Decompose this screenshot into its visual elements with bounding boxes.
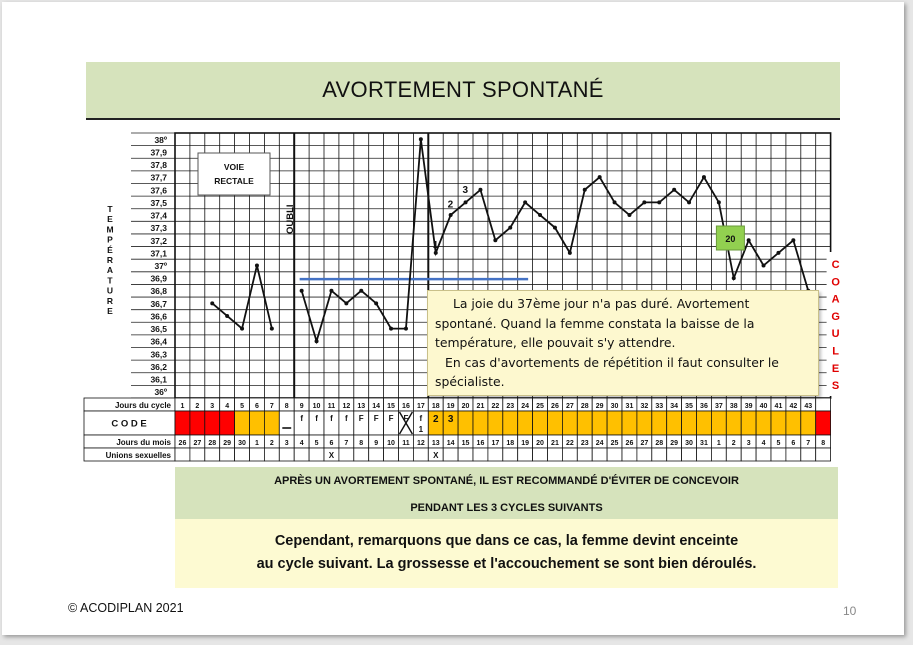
y-tick-label: 36,2 (150, 361, 167, 372)
cycle-day-label: 7 (269, 403, 274, 410)
cycle-day-label: 18 (431, 403, 440, 410)
page-number: 10 (843, 604, 857, 618)
month-day-label: 24 (595, 440, 604, 447)
note-paragraph-1: La joie du 37ème jour n'a pas duré. Avortement spontané. Quand la femme constata la baisse de la température, elle pouvait s'y attendre. (435, 296, 755, 351)
code-cell (711, 411, 726, 435)
union-cell (264, 448, 279, 461)
month-day-label: 11 (402, 440, 410, 447)
code-number: 3 (447, 414, 454, 425)
union-cell (190, 448, 205, 461)
cycle-day-cell (816, 398, 831, 411)
union-cell (369, 448, 384, 461)
temperature-point (687, 200, 691, 204)
union-cell (726, 448, 741, 461)
month-day-label: 29 (223, 440, 232, 447)
y-tick-label: 36,3 (150, 349, 167, 360)
cycle-day-label: 4 (225, 403, 230, 410)
temperature-point (568, 251, 572, 255)
month-day-label: 23 (580, 440, 589, 447)
month-day-label: 7 (806, 440, 811, 447)
code-cell (220, 411, 235, 435)
temperature-point (553, 226, 557, 230)
code-cell (175, 411, 190, 435)
temperature-axis-letter: R (106, 295, 114, 306)
union-mark: X (328, 451, 335, 460)
union-cell (354, 448, 369, 461)
month-day-label: 2 (731, 440, 736, 447)
y-tick-label: 37,7 (150, 172, 167, 183)
cycle-day-label: 9 (299, 403, 304, 410)
code-cell (741, 411, 756, 435)
month-day-label: 30 (238, 440, 246, 447)
conclusion-band (175, 519, 838, 588)
recommendation-band (175, 467, 838, 519)
temperature-axis-letter: T (107, 204, 113, 214)
code-cell (488, 411, 503, 435)
month-day-label: 29 (670, 440, 679, 447)
union-cell (741, 448, 756, 461)
temperature-point (419, 137, 423, 141)
coagules-letter: C (831, 259, 840, 271)
temperature-point (374, 301, 378, 305)
peak-day-number: 3 (462, 184, 469, 196)
month-day-label: 5 (314, 440, 319, 447)
temperature-point (210, 301, 214, 305)
code-letter: f (345, 414, 348, 423)
note-box (427, 290, 819, 396)
temperature-point (747, 238, 751, 242)
temperature-axis-letter: A (106, 265, 114, 276)
temperature-axis-letter: R (106, 255, 114, 265)
code-cell (577, 411, 592, 435)
coagules-letter: O (831, 276, 840, 289)
recommendation-line-1: APRÈS UN AVORTEMENT SPONTANÉ, IL EST RECOMMANDÉ D'ÉVITER DE CONCEVOIR (274, 475, 739, 487)
month-day-label: 12 (416, 440, 425, 447)
month-day-label: 21 (551, 440, 559, 447)
cycle-day-label: 16 (402, 403, 410, 410)
month-day-label: 25 (610, 440, 619, 447)
month-day-label: 26 (178, 440, 187, 447)
temperature-point (344, 301, 348, 305)
code-cell (250, 411, 265, 435)
oubli-label: OUBLI (285, 204, 296, 234)
union-cell (607, 448, 622, 461)
temperature-axis-letter: É (107, 244, 113, 255)
month-day-label: 28 (208, 440, 217, 447)
cycle-day-label: 30 (610, 403, 619, 410)
page-title: AVORTEMENT SPONTANÉ (322, 77, 604, 102)
temperature-point (315, 339, 319, 343)
cycle-day-label: 10 (312, 403, 321, 410)
union-cell (503, 448, 518, 461)
y-tick-label: 37,5 (150, 197, 167, 208)
month-day-label: 18 (506, 440, 515, 447)
cycle-day-label: 38 (729, 403, 738, 410)
code-cell (592, 411, 607, 435)
coagules-letter: U (831, 328, 840, 341)
month-day-label: 16 (476, 440, 485, 447)
union-cell (235, 448, 250, 461)
temperature-point (613, 200, 617, 204)
union-cell (756, 448, 771, 461)
code-cell (235, 411, 250, 435)
code-cell (205, 411, 220, 435)
y-tick-label: 37,6 (150, 185, 167, 196)
temperature-point (240, 327, 244, 331)
month-day-label: 1 (254, 440, 259, 447)
month-day-label: 6 (791, 440, 796, 447)
temperature-point (583, 188, 587, 192)
union-cell (533, 448, 548, 461)
temperature-point (762, 264, 766, 268)
temperature-point (255, 264, 259, 268)
code-cell (667, 411, 682, 435)
month-day-label: 22 (565, 440, 574, 447)
union-cell (205, 448, 220, 461)
cycle-day-label: 6 (254, 403, 259, 410)
code-cell (458, 411, 473, 435)
union-cell (175, 448, 190, 461)
month-day-label: 3 (284, 440, 289, 447)
row-header-label: Unions sexuelles (105, 451, 171, 460)
coagules-letter: G (831, 310, 840, 323)
coagules-letter: L (832, 345, 839, 358)
cycle-day-label: 21 (476, 403, 485, 410)
temperature-point (672, 188, 676, 192)
month-day-label: 20 (536, 440, 544, 447)
temperature-point (523, 200, 527, 204)
temperature-point (508, 226, 512, 230)
month-day-label: 4 (761, 440, 766, 447)
row-header-label: C O D E (111, 418, 147, 430)
temperature-point (449, 213, 453, 217)
cycle-day-label: 33 (655, 403, 664, 410)
union-cell (458, 448, 473, 461)
temperature-axis-letter: P (107, 234, 113, 245)
temperature-point (464, 200, 468, 204)
union-cell (622, 448, 637, 461)
y-tick-label: 37º (154, 261, 167, 271)
code-cell (801, 411, 816, 435)
coagules-letter: E (831, 362, 840, 375)
month-day-label: 15 (461, 440, 470, 447)
union-cell (786, 448, 801, 461)
code-cell (264, 411, 279, 435)
month-day-label: 17 (491, 440, 500, 447)
cycle-day-label: 5 (240, 403, 245, 410)
code-cell (726, 411, 741, 435)
temperature-point (434, 251, 438, 255)
cycle-day-label: 42 (789, 403, 798, 410)
month-day-label: 1 (716, 440, 721, 447)
union-cell (548, 448, 563, 461)
cycle-day-label: 3 (210, 403, 215, 410)
union-cell (443, 448, 458, 461)
union-mark: X (433, 451, 439, 460)
cycle-day-label: 32 (640, 403, 649, 410)
month-day-label: 27 (193, 440, 202, 447)
month-day-label: 8 (821, 440, 826, 447)
cycle-day-label: 27 (565, 403, 574, 410)
temperature-point (300, 289, 304, 293)
cycle-day-label: 15 (387, 403, 395, 410)
code-cell (756, 411, 771, 435)
cycle-day-label: 23 (506, 403, 515, 410)
month-day-label: 9 (374, 440, 379, 447)
y-tick-label: 36,5 (150, 324, 167, 335)
month-day-label: 8 (359, 440, 364, 447)
union-cell (592, 448, 607, 461)
code-letter: F (403, 414, 409, 423)
temperature-point (389, 327, 393, 331)
cycle-day-label: 19 (446, 403, 455, 410)
temperature-point (776, 251, 780, 255)
y-tick-label: 37,8 (150, 160, 167, 171)
cycle-day-label: 40 (759, 403, 768, 410)
y-tick-label: 37,9 (150, 147, 167, 158)
recommendation-line-2: PENDANT LES 3 CYCLES SUIVANTS (410, 502, 603, 514)
temperature-point (732, 276, 736, 280)
union-cell (697, 448, 712, 461)
union-cell (399, 448, 414, 461)
cycle-day-label: 31 (625, 403, 634, 410)
month-day-label: 13 (431, 440, 440, 447)
month-day-label: 31 (700, 440, 708, 447)
code-cell (652, 411, 667, 435)
code-letter: F (373, 414, 379, 423)
temperature-point (270, 327, 274, 331)
union-cell (816, 448, 831, 461)
code-cell (548, 411, 563, 435)
temperature-point (642, 200, 646, 204)
code-letter: F (388, 414, 394, 423)
temperature-point (225, 314, 229, 318)
cycle-day-label: 13 (357, 403, 366, 410)
month-day-label: 19 (521, 440, 530, 447)
union-cell (413, 448, 428, 461)
rectale-label: RECTALE (214, 176, 254, 186)
y-tick-label: 36,6 (150, 311, 167, 322)
temperature-axis-letter: E (107, 214, 113, 225)
code-letter: f (419, 414, 423, 423)
union-cell (652, 448, 667, 461)
coagules-letter: A (831, 293, 840, 306)
union-cell (473, 448, 488, 461)
temperature-axis-letter: T (107, 275, 113, 286)
cycle-day-label: 43 (804, 403, 813, 410)
temperature-point (493, 238, 497, 242)
code-cell (622, 411, 637, 435)
y-tick-label: 36,7 (150, 298, 167, 309)
union-cell (682, 448, 697, 461)
temperature-point (538, 213, 542, 217)
union-cell (801, 448, 816, 461)
code-cell (786, 411, 801, 435)
peak-day-number: 2 (447, 199, 454, 211)
cycle-day-label: 11 (327, 403, 336, 410)
union-cell (577, 448, 592, 461)
code-letter: F (358, 414, 364, 423)
day-20-label: 20 (725, 234, 736, 244)
cycle-day-label: 8 (284, 403, 289, 410)
month-day-label: 2 (269, 440, 274, 447)
union-cell (220, 448, 235, 461)
code-cell (697, 411, 712, 435)
y-tick-label: 36º (154, 387, 167, 398)
code-cell (562, 411, 577, 435)
month-day-label: 10 (387, 440, 395, 447)
union-cell (384, 448, 399, 461)
cycle-day-label: 34 (670, 403, 679, 410)
union-cell (637, 448, 652, 461)
code-number: 2 (432, 414, 439, 425)
temperature-point (329, 289, 333, 293)
cycle-day-label: 1 (180, 403, 185, 410)
union-cell (771, 448, 786, 461)
code-cell (518, 411, 533, 435)
cycle-day-label: 28 (580, 403, 589, 410)
union-cell (562, 448, 577, 461)
code-letter: f (300, 414, 303, 423)
code-number: 1 (418, 425, 424, 434)
y-tick-label: 37,1 (150, 248, 167, 259)
month-day-label: 4 (299, 440, 304, 447)
code-cell (190, 411, 205, 435)
union-cell (667, 448, 682, 461)
month-day-label: 30 (685, 440, 693, 447)
temperature-point (717, 200, 721, 204)
temperature-axis-letter: U (106, 285, 114, 296)
code-letter: f (315, 414, 318, 423)
temperature-point (657, 200, 661, 204)
voie-rectale-box (198, 153, 270, 195)
temperature-point (791, 238, 795, 242)
voie-label: VOIE (223, 162, 245, 172)
cycle-day-label: 20 (461, 403, 470, 410)
cycle-day-label: 36 (700, 403, 708, 410)
month-day-label: 7 (344, 440, 349, 447)
cycle-day-label: 39 (744, 403, 753, 410)
code-cell (533, 411, 548, 435)
y-tick-label: 36,8 (150, 286, 167, 297)
union-cell (309, 448, 324, 461)
temperature-point (478, 188, 482, 192)
conclusion-line-2: au cycle suivant. La grossesse et l'accouchement se sont bien déroulés. (256, 556, 757, 572)
month-day-label: 26 (625, 440, 634, 447)
month-day-label: 28 (655, 440, 664, 447)
note-paragraph-2: En cas d'avortements de répétition il faut consulter le spécialiste. (435, 354, 779, 390)
code-cell (637, 411, 652, 435)
code-letter: f (330, 414, 333, 423)
month-day-label: 6 (329, 440, 334, 447)
y-tick-label: 36,4 (150, 336, 167, 347)
cycle-day-label: 2 (195, 403, 200, 410)
cycle-day-label: 12 (342, 403, 351, 410)
month-day-label: 27 (640, 440, 649, 447)
code-cell (816, 411, 831, 435)
temperature-point (404, 327, 408, 331)
temperature-point (359, 289, 363, 293)
y-tick-label: 37,3 (150, 223, 167, 234)
conclusion-line-1: Cependant, remarquons que dans ce cas, la femme devint enceinte (274, 533, 739, 549)
union-cell (279, 448, 294, 461)
temperature-axis-letter: E (107, 306, 113, 316)
cycle-day-label: 37 (714, 403, 723, 410)
cycle-day-label: 22 (491, 403, 500, 410)
y-tick-label: 37,4 (150, 210, 167, 221)
cycle-day-label: 14 (372, 403, 381, 410)
union-cell (488, 448, 503, 461)
peak-day-number: 1 (432, 239, 439, 251)
union-cell (250, 448, 265, 461)
cycle-day-label: 17 (416, 403, 425, 410)
month-day-label: 14 (446, 440, 455, 447)
cycle-day-label: 35 (685, 403, 693, 410)
cycle-day-label: 24 (521, 403, 530, 410)
temperature-point (598, 175, 602, 179)
code-cell (473, 411, 488, 435)
temperature-point (702, 175, 706, 179)
row-header-label: Jours du mois (116, 438, 171, 447)
code-cell (771, 411, 786, 435)
union-cell (711, 448, 726, 461)
month-day-label: 5 (776, 440, 781, 447)
temperature-axis-letter: M (106, 224, 114, 235)
union-cell (339, 448, 354, 461)
y-tick-label: 38º (154, 134, 167, 145)
union-cell (518, 448, 533, 461)
code-cell (682, 411, 697, 435)
code-cell (279, 411, 294, 435)
y-tick-label: 37,2 (150, 235, 167, 246)
cycle-day-label: 29 (595, 403, 604, 410)
temperature-point (627, 213, 631, 217)
row-header-label: Jours du cycle (114, 401, 171, 410)
y-tick-label: 36,9 (150, 273, 167, 284)
union-cell (294, 448, 309, 461)
y-tick-label: 36,1 (150, 374, 167, 385)
month-day-label: 3 (746, 440, 751, 447)
cycle-day-label: 26 (551, 403, 559, 410)
copyright-footer: © ACODIPLAN 2021 (68, 601, 184, 615)
coagules-letter: S (831, 380, 840, 393)
code-cell (503, 411, 518, 435)
cycle-day-label: 25 (536, 403, 544, 410)
cycle-day-label: 41 (774, 403, 783, 410)
code-cell (607, 411, 622, 435)
